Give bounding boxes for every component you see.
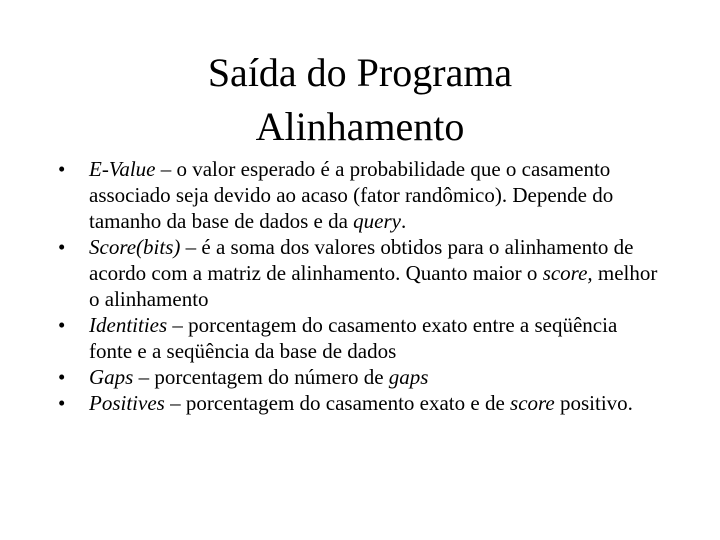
- bullet-term: E-Value: [89, 157, 156, 181]
- bullet-point-icon: •: [58, 391, 66, 415]
- bullet-term: Positives: [89, 391, 165, 415]
- bullet-text: – porcentagem do casamento exato e de: [164, 391, 511, 415]
- slide-title-line-1: Saída do Programa: [207, 50, 513, 95]
- bullet-term: score,: [542, 261, 593, 285]
- bullet-term: Identities: [89, 313, 168, 337]
- slide-title-line-2: Alinhamento: [255, 104, 465, 149]
- bullet-list: [0, 156, 720, 416]
- bullet-point-icon: •: [58, 235, 66, 259]
- bullet-term: score: [510, 391, 555, 415]
- bullet-text: – o valor esperado é a probabilidade que o casamento associado seja devido ao acaso (fator randômico). Depende do tamanho da base de dados e da: [89, 157, 614, 233]
- bullet-point-icon: •: [58, 313, 66, 337]
- bullet-item: [0, 156, 720, 234]
- bullet-item: [0, 312, 720, 364]
- slide-title: [130, 46, 590, 154]
- bullet-term: gaps: [388, 365, 429, 389]
- bullet-item: [0, 390, 720, 416]
- bullet-point-icon: •: [58, 157, 66, 181]
- bullet-item: [0, 364, 720, 390]
- bullet-text: – porcentagem do número de: [133, 365, 389, 389]
- bullet-text: positivo.: [554, 391, 633, 415]
- bullet-item: [0, 234, 720, 312]
- bullet-term: Score(bits): [89, 235, 181, 259]
- bullet-text: melhor o alinhamento: [89, 261, 658, 311]
- bullet-text: .: [400, 209, 407, 233]
- bullet-text: – é a soma dos valores obtidos para o alinhamento de acordo com a matriz de alinhamento. Quanto maior o: [89, 235, 634, 285]
- bullet-term: Gaps: [89, 365, 134, 389]
- bullet-term: query: [353, 209, 401, 233]
- bullet-text: – porcentagem do casamento exato entre a seqüência fonte e a seqüência da base de dados: [89, 313, 618, 363]
- bullet-point-icon: •: [58, 365, 66, 389]
